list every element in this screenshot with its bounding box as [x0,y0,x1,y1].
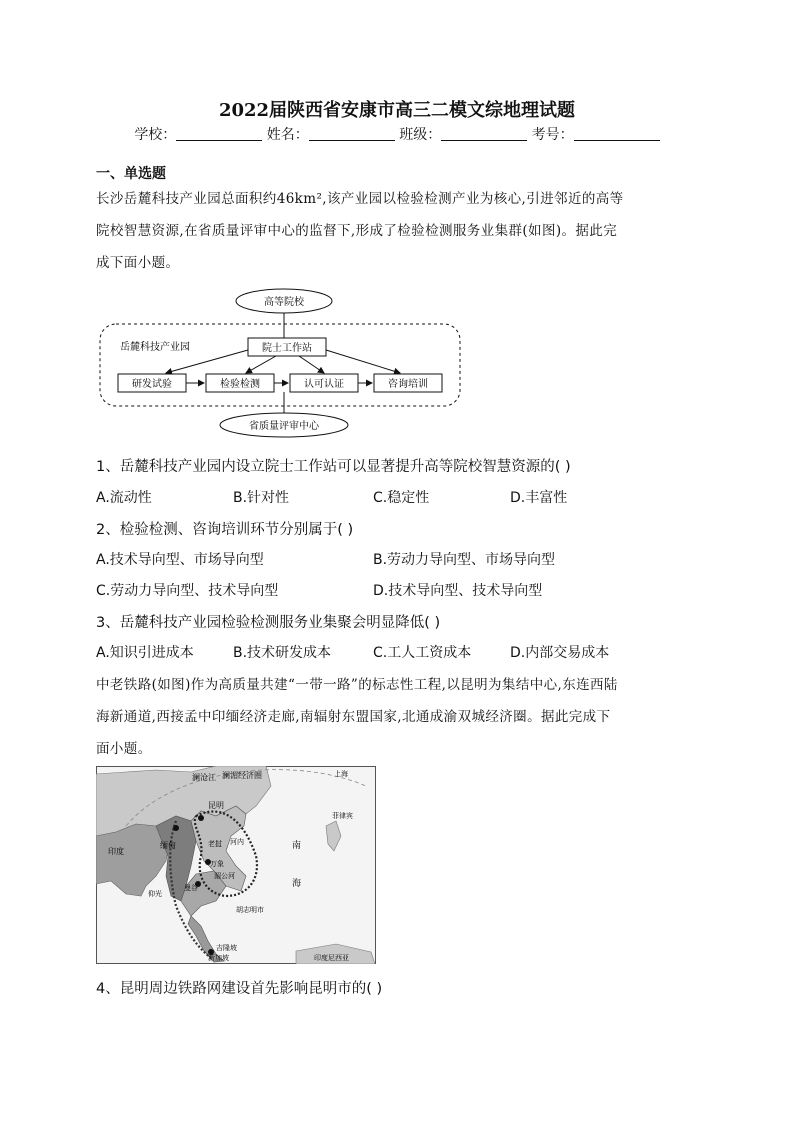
question-1-option-b: B.针对性 [233,490,290,506]
kunming-dot [198,815,204,821]
question-2-stem: 2、检验检测、咨询培训环节分别属于( ) [96,522,354,538]
passage1-line-3: 成下面小题。 [96,255,180,271]
map-label-lancang: 澜沧江 [192,773,216,782]
question-1-option-a: A.流动性 [96,490,152,506]
map-label-kunming: 昆明 [208,801,224,810]
map-label-india: 印度 [108,847,124,856]
map-label-indonesia: 印度尼西亚 [314,954,349,962]
map-label-sea: 海 [292,879,302,889]
arrow-to-testing [246,356,276,373]
university-label: 高等院校 [264,297,304,308]
school-blank [176,126,262,141]
question-1-stem: 1、岳麓科技产业园内设立院士工作站可以显著提升高等院校智慧资源的( ) [96,459,571,475]
review-center-label: 省质量评审中心 [249,421,319,432]
arrow-to-rd [166,350,248,373]
map-label-hanoi: 河内 [230,838,244,846]
china-laos-railway-map [96,766,376,964]
map-label-myanmar: 缅甸 [160,841,176,850]
student-info-line [0,124,794,144]
info-name-label: 姓名： [266,127,309,143]
map-label-mekong: 湄公河 [214,872,235,880]
question-1-option-c: C.稳定性 [373,490,430,506]
question-2-option-b: B.劳动力导向型、市场导向型 [373,552,556,568]
park-label: 岳麓科技产业园 [120,342,190,353]
chain-label-rd: 研发试验 [132,379,172,390]
question-3-option-a: A.知识引进成本 [96,645,194,661]
question-4-stem: 4、昆明周边铁路网建设首先影响昆明市的( ) [96,981,383,997]
passage2-line-2: 海新通道,西接孟中印缅经济走廊,南辐射东盟国家,北通成渝双城经济圈。据此完成下 [96,709,611,725]
map-label-yangon: 仰光 [148,890,162,898]
chain-label-consulting: 咨询培训 [388,379,428,390]
question-2-option-d: D.技术导向型、技术导向型 [373,583,543,599]
map-label-kuala-lumpur: 吉隆坡 [216,944,237,952]
arrow-to-consulting [326,350,400,373]
question-1-option-d: D.丰富性 [510,490,568,506]
name-blank [309,126,395,141]
arrow-to-certification [299,356,324,373]
question-2-option-a: A.技术导向型、市场导向型 [96,552,264,568]
industry-cluster-diagram [96,288,466,438]
info-school-label: 学校： [134,127,177,143]
passage2-line-1: 中老铁路(如图)作为高质量共建“一带一路”的标志性工程,以昆明为集结中心,东连西陆 [96,677,618,693]
map-label-shanghai: 上海 [334,770,348,778]
passage1-line-1: 长沙岳麓科技产业园总面积约46km²,该产业园以检验检测产业为核心,引进邻近的高等 [96,191,624,207]
number-blank [574,126,660,141]
page-title: 2022届陕西省安康市高三二模文综地理试题 [218,100,576,121]
question-3-option-b: B.技术研发成本 [233,645,332,661]
question-3-stem: 3、岳麓科技产业园检验检测服务业集聚会明显降低( ) [96,615,441,631]
map-label-bangkok: 曼谷 [184,884,198,892]
chain-label-certification: 认可认证 [304,379,344,390]
map-label-south: 南 [292,841,302,851]
class-blank [441,126,527,141]
map-label-lmec: 澜湄经济圈 [222,771,262,780]
section-heading: 一、单选题 [96,166,166,182]
park-boundary [100,324,460,406]
map-label-singapore: 新加坡 [208,954,229,962]
chain-label-testing: 检验检测 [220,379,260,390]
map-label-hcmc: 胡志明市 [236,906,264,914]
info-class-label: 班级： [399,127,442,143]
question-3-option-d: D.内部交易成本 [510,645,610,661]
info-number-label: 考号： [531,127,574,143]
academician-station-label: 院士工作站 [262,343,312,354]
question-2-option-c: C.劳动力导向型、技术导向型 [96,583,279,599]
map-label-laos: 老挝 [208,840,222,848]
passage2-line-3: 面小题。 [96,741,152,757]
myanmar-dot [173,825,179,831]
map-label-philippines: 菲律宾 [332,812,353,820]
map-label-vientiane: 万象 [210,860,224,868]
passage1-line-2: 院校智慧资源,在省质量评审中心的监督下,形成了检验检测服务业集群(如图)。据此完 [96,223,618,239]
question-3-option-c: C.工人工资成本 [373,645,472,661]
